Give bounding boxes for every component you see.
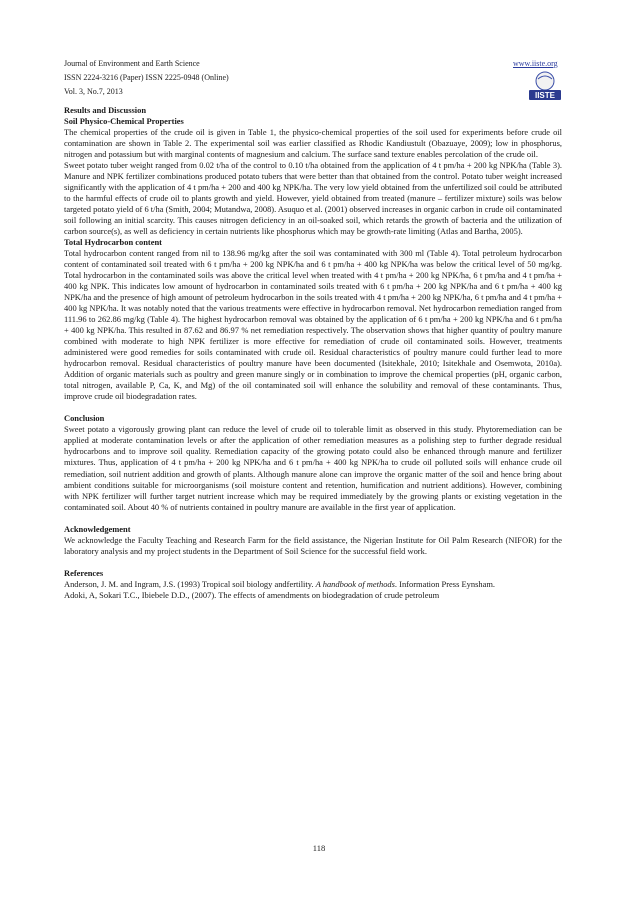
soil-properties-heading: Soil Physico-Chemical Properties <box>64 116 184 127</box>
iiste-logo <box>526 71 564 101</box>
journal-title: Journal of Environment and Earth Science <box>64 59 200 68</box>
hydrocarbon-paragraph: Total hydrocarbon content ranged from nil to 138.96 mg/kg after the soil was contaminated with 300 ml (Table 4). Total petroleum hydrocarbon content of contaminated soil treated with 6 t pm/ha + 200 kg NPK/ha and 6 t pm/ha + 400 kg NPK/ha was below the critical level of 50 mg/kg. Total hydrocarbon in the contaminated soils was above the critical level when treated with 4 t pm/ha + 200 kg NPK/ha, 6 t pm/ha and 4 t pm/ha + 400 kg NPK. This indicates low amount of hydrocarbon in contaminated soils treated with 6 t pm/ha + 200 kg NPK/ha and 6 t pm/ha + 400 kg NPK/ha and the presence of high amount of petroleum hydrocarbon in the soils treated with 4 t pm/ha + 200 kg NPK/ha, 6 t pm/ha and 4 t pm/ha + 400 kg NPK/ha. It was notably noted that the various treatments were effective in hydrocarbon removal. Net hydrocarbon remediation ranged from 111.96 to 262.86 mg/kg (Table 4). The highest hydrocarbon removal was obtained by the application of 6 t pm/ha + 200 kg NPK/ha and 6 t pm/ha + 400 kg NPK/ha. This resulted in 87.62 and 86.97 % net remediation respectively. The observation shows that higher quantity of poultry manure combined with moderate to high NPK fertilizer is more effective for remediation of crude oil contaminated soils. However, treatments administered were good remedies for soils contaminated with crude oil. Residual characteristics of poultry manure could further lead to more hydrocarbon removal. Residual characteristics of poultry manure have been documented (Isitekhale, 2010; Isitekhale and Osemwota, 2010a). Addition of organic materials such as poultry and green manure singly or in combination to improve the chemical properties (pH, organic carbon, total nitrogen, available P, Ca, K, and Mg) of the oil contaminated soil will enhance the solubility and removal of these contaminants. Thus, improve crude oil biodegradation rates. <box>64 248 562 402</box>
page-number: 118 <box>312 843 326 853</box>
references-heading: References <box>64 567 104 578</box>
volume-line: Vol. 3, No.7, 2013 <box>64 87 123 96</box>
reference-item: Adoki, A, Sokari T.C., Ibiebele D.D., (2007). The effects of amendments on biodegradation of crude petroleum <box>64 589 440 600</box>
acknowledgement-paragraph: We acknowledge the Faculty Teaching and Research Farm for the field assistance, the Nigerian Institute for Oil Palm Research (NIFOR) for the laboratory analysis and my project students in the Department of Soil Science for the successful field work. <box>64 534 562 556</box>
conclusion-heading: Conclusion <box>64 413 105 424</box>
acknowledgement-heading: Acknowledgement <box>64 523 131 534</box>
issn-line: ISSN 2224-3216 (Paper) ISSN 2225-0948 (Online) <box>64 73 229 82</box>
article-body <box>64 105 562 601</box>
hydrocarbon-heading: Total Hydrocarbon content <box>64 237 162 248</box>
journal-url-link[interactable]: www.iiste.org <box>513 59 558 68</box>
logo-text: IISTE <box>534 91 556 100</box>
soil-paragraph-2: Sweet potato tuber weight ranged from 0.02 t/ha of the control to 0.10 t/ha obtained from the application of 4 t pm/ha + 200 kg NPK/ha (Table 3). Manure and NPK fertilizer combinations produced potato tubers that were better than that obtained from the control. Potato tuber weight increased significantly with the application of 4 t pm/ha + 200 and 400 kg NPK/ha. The very low yield obtained from the unfertilized soil could be attributed to the harmful effects of crude oil to plants growth and yield. However, yield obtained from treated (manure – fertilizer mixture) soils was below targeted potato yield of 6 t/ha (Smith, 2004; Mutandwa, 2008). Asuquo et al. (2001) observed increases in organic carbon in crude oil contaminated soil following an initial scarcity. This causes nitrogen deficiency in an oil-soaked soil, which retards the growth of bacteria and the utilization of carbon source(s), as well as deficiency in certain nutrients like phosphorus which may be growth-rate limiting (Atlas and Bartha, 2005). <box>64 160 562 237</box>
soil-paragraph-1: The chemical properties of the crude oil is given in Table 1, the physico-chemical properties of the soil used for experiments before crude oil contamination are shown in Table 2. The experimental soil was earlier classified as Rhodic Kandiustult (Obazuaye, 2009); low in phosphorus, nitrogen and potassium but with marginal contents of magnesium and calcium. The surface sand texture enables percolation of the crude oil. <box>64 127 562 160</box>
conclusion-paragraph: Sweet potato a vigorously growing plant can reduce the level of crude oil to tolerable limit as observed in this study. Phytoremediation can be applied at moderate contamination levels or after the application of other remediation measures as a polishing step to further degrade residual hydrocarbons and to improve soil quality. Remediation capacity of the growing potato could also be enhanced through manure and fertilizer mixtures. Thus, application of 4 t pm/ha + 200 kg NPK/ha and 6 t pm/ha + 400 kg NPK/ha to crude oil polluted soils will enhance crude oil remediation, soil nutrient addition and growth of plants. Although manure alone can improve the organic matter of the soil and hence bring about ambient conditions suitable for microorganisms (soil moisture content and retention, humification and nutrient additions). However, combining with NPK fertilizer will further target nutrient increase which may be required immediately by the growing plants or existing vegetation in the contaminated soil. About 40 % of nutrients contained in poultry manure are available in the first year of application. <box>64 424 562 512</box>
reference-item: Anderson, J. M. and Ingram, J.S. (1993) Tropical soil biology andfertility. A handbook of methods. Information Press Eynsham. <box>64 578 495 589</box>
results-heading: Results and Discussion <box>64 105 147 115</box>
